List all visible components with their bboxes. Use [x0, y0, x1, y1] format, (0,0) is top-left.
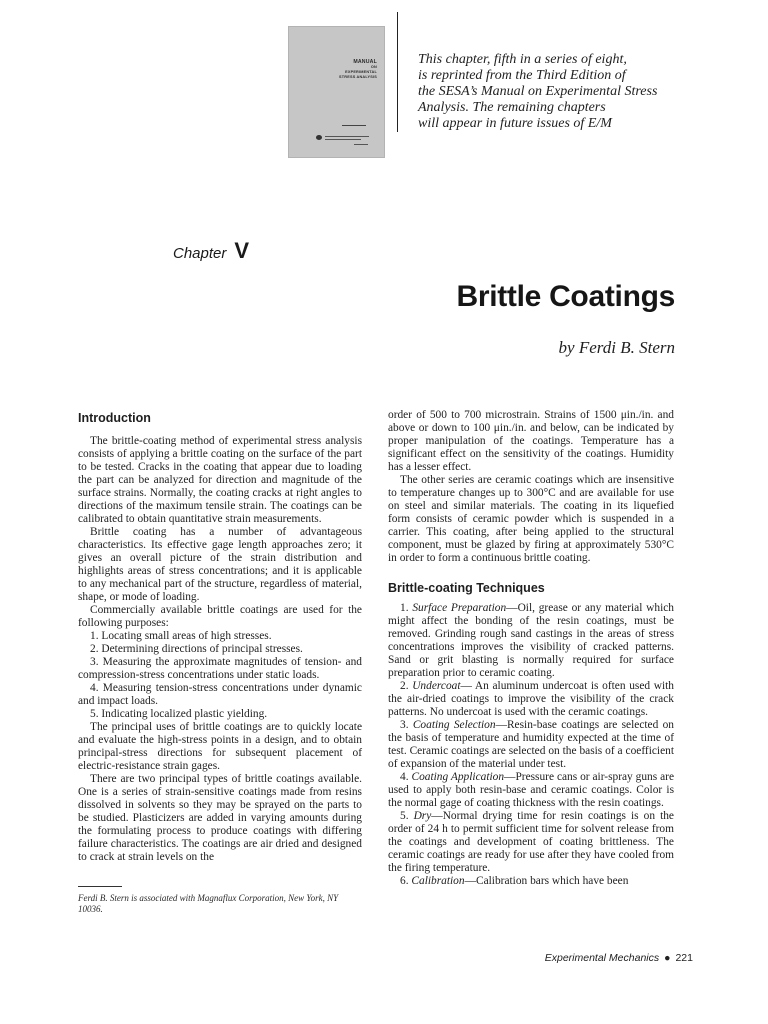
technique-item: [388, 680, 674, 719]
series-note-line: will appear in future issues of E/M: [418, 116, 612, 131]
technique-item: [388, 875, 674, 888]
manual-cover-image: [288, 26, 385, 158]
article-title: Brittle Coatings: [456, 280, 675, 313]
list-item: 5. Indicating localized plastic yielding.: [90, 708, 268, 720]
technique-number: 4.: [400, 771, 409, 783]
technique-text: Pressure cans or air-spray guns are used to apply both resin-base and ceramic coatings. Color is the normal gage of coating thickness with the resin coatings.: [388, 771, 675, 809]
cover-rule: [342, 125, 366, 126]
technique-term: Surface Preparation: [412, 602, 507, 614]
technique-term: Coating Application: [411, 771, 505, 783]
body-paragraph: The principal uses of brittle coatings are to quickly locate and evaluate the high-stress points in a design, and to obtain principal-stress directions for subsequent placement of electric-resistance strain gages.: [78, 721, 362, 772]
author-byline: by Ferdi B. Stern: [558, 338, 675, 357]
publisher-logo-icon: [316, 135, 322, 140]
body-paragraph: Brittle coating has a number of advantageous characteristics. Its effective gage length approaches zero; it gives an overall picture of the strain distribution and highlights areas of stress concentrations; and it is applicable to any mechanical part of the structure, regardless of material, shape, or mode of loading.: [78, 526, 362, 603]
left-column: [78, 409, 362, 864]
footnote-divider: [78, 886, 122, 887]
series-note: [418, 52, 718, 132]
page-number: 221: [675, 952, 693, 964]
technique-item: [388, 810, 674, 875]
technique-number: 6.: [400, 875, 409, 887]
body-paragraph: Commercially available brittle coatings are used for the following purposes:: [78, 604, 362, 629]
cover-title-line: STRESS ANALYSIS: [339, 75, 377, 79]
technique-text: Normal drying time for resin coatings is on the order of 24 h to permit sufficient time for solvent release from the coatings and development of coating brittleness. The ceramic coatings are ready for use after they have cooled from the firing temperature.: [388, 810, 674, 874]
technique-text: Resin-base coatings are selected on the basis of temperature and humidity expected at the time of test. Ceramic coatings are selected on the basis of a coefficient of expansion of the material under test.: [388, 719, 674, 770]
technique-number: 2.: [400, 680, 409, 692]
list-item: 4. Measuring tension-stress concentrations under dynamic and impact loads.: [78, 682, 362, 707]
right-column: [388, 409, 674, 888]
bullet-icon: ●: [664, 952, 671, 964]
list-item: 2. Determining directions of principal stresses.: [90, 643, 303, 655]
chapter-label: [173, 238, 249, 264]
body-paragraph: order of 500 to 700 microstrain. Strains of 1500 μin./in. and above or down to 100 μin./in. and below, can be indicated by proper manipulation of the coatings. Temperature has a significant effect on the sensitivity of the coatings. Humidity has a lesser effect.: [388, 409, 674, 473]
technique-term: Calibration: [411, 875, 465, 887]
cover-rule: [354, 144, 368, 145]
cover-title-line: MANUAL: [353, 59, 377, 65]
section-heading: Introduction: [78, 411, 151, 425]
journal-name: Experimental Mechanics: [544, 952, 660, 964]
technique-number: 1.: [400, 602, 409, 614]
chapter-number: V: [234, 238, 250, 263]
list-item: 3. Measuring the approximate magnitudes of tension- and compression-stress concentrations under static loads.: [78, 656, 362, 681]
page-footer: [545, 952, 693, 964]
list-item: 1. Locating small areas of high stresses.: [90, 630, 272, 642]
header-divider: [397, 12, 398, 132]
technique-term: Dry: [413, 810, 432, 822]
technique-separator: —: [464, 875, 476, 887]
technique-text: Oil, grease or any material which might affect the bonding of the resin coatings, must be removed. Grinding rough sand castings in the areas of stress concentrations improves the visibility of cracked patterns. Sand or grit blasting is normally required for surface preparation prior to ceramic coating.: [388, 602, 674, 679]
technique-number: 5.: [400, 810, 409, 822]
technique-item: [388, 719, 674, 771]
technique-separator: —: [506, 602, 518, 614]
technique-item: [388, 602, 674, 680]
cover-title-line: EXPERIMENTAL: [345, 70, 377, 74]
chapter-word: Chapter: [173, 245, 227, 262]
technique-separator: —: [460, 680, 475, 692]
technique-term: Coating Selection: [412, 719, 496, 731]
technique-term: Undercoat: [412, 680, 461, 692]
technique-item: [388, 771, 674, 810]
author-footnote: Ferdi B. Stern is associated with Magnaflux Corporation, New York, NY 10036.: [78, 893, 339, 914]
series-note-line: the SESA’s Manual on Experimental Stress: [418, 84, 658, 99]
body-paragraph: There are two principal types of brittle coatings available. One is a series of strain-sensitive coatings made from resins dissolved in solvents so they may be sprayed on the parts to be studied. Plasticizers are added in varying amounts during the formulating process to produce coatings with differing failure characteristics. The coatings are air dried and designed to crack at strain levels on the: [78, 773, 362, 863]
body-paragraph: The brittle-coating method of experimental stress analysis consists of applying a brittle coating on the surface of the part to be tested. Cracks in the coating that appear due to loading the part can be analyzed for direction and magnitude of the surface strains. Normally, the coating cracks at right angles to directions of the maximum tensile strain. The coatings can be calibrated to obtain quantitative strain measurements.: [78, 435, 362, 525]
section-heading: Brittle-coating Techniques: [388, 581, 545, 595]
cover-title-line: ON: [370, 65, 377, 69]
cover-rule: [325, 139, 361, 140]
cover-rule: [325, 136, 369, 137]
technique-separator: —: [495, 719, 507, 731]
series-note-line: is reprinted from the Third Edition of: [418, 68, 626, 83]
technique-number: 3.: [400, 719, 409, 731]
technique-separator: —: [504, 771, 516, 783]
body-paragraph: The other series are ceramic coatings which are insensitive to temperature changes up to 300°C and are available for use on steel and similar materials. The coating in its liquefied form consists of ceramic powder which is suspended in a carrier. This coating, after being applied to the structural component, must be glazed by firing at approximately 530°C in order to form a continuous brittle coating.: [388, 474, 674, 564]
series-note-line: This chapter, fifth in a series of eight,: [418, 52, 627, 67]
series-note-line: Analysis. The remaining chapters: [418, 100, 606, 115]
technique-text: Calibration bars which have been: [475, 875, 629, 887]
technique-separator: —: [431, 810, 443, 822]
technique-text: An aluminum undercoat is often used with the air-dried coatings to improve the visibility of the crack patterns. No undercoat is used with the ceramic coatings.: [388, 680, 674, 718]
